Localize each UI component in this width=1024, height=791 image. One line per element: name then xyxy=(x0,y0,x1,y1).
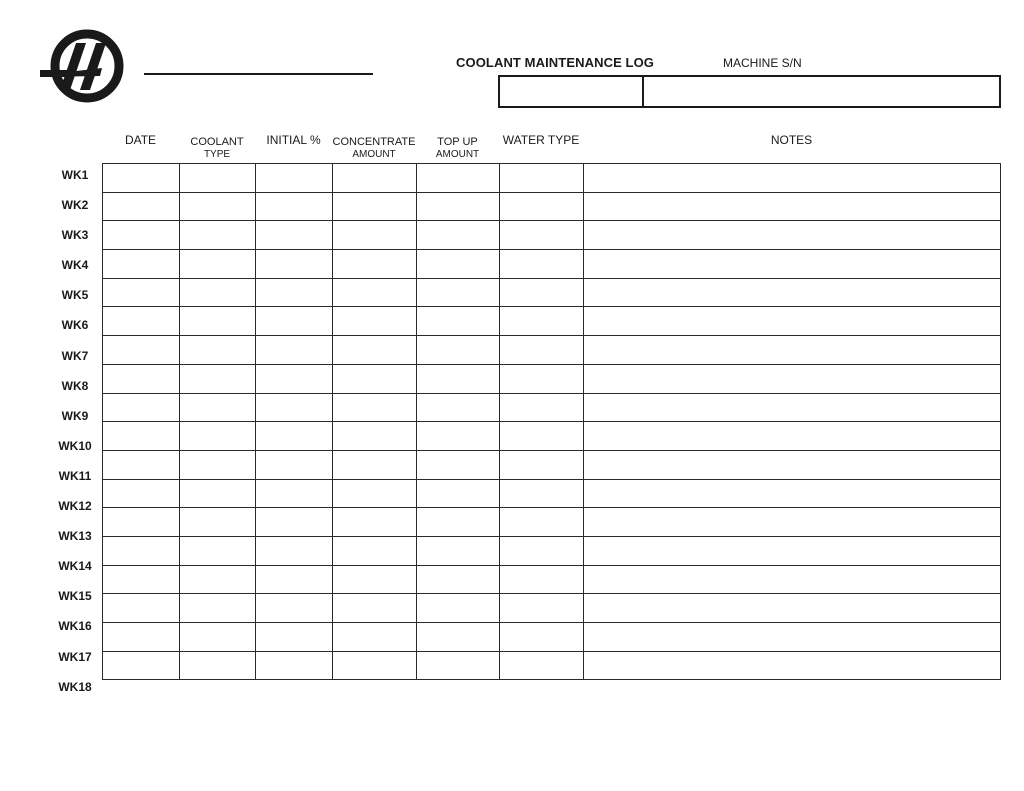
row-label: WK14 xyxy=(58,559,92,574)
cell-water-type[interactable] xyxy=(500,565,584,594)
table-row xyxy=(103,336,1001,365)
row-label: WK8 xyxy=(61,378,89,393)
column-header-initial-percent xyxy=(255,134,332,147)
cell-coolant-type[interactable] xyxy=(180,594,256,623)
cell-initial-percent[interactable] xyxy=(256,307,333,336)
haas-logo-icon xyxy=(40,28,126,106)
maintenance-log-table xyxy=(102,163,1001,680)
column-header-water-type xyxy=(499,134,583,147)
cell-date[interactable] xyxy=(103,594,180,623)
cell-coolant-type[interactable] xyxy=(180,422,256,451)
cell-date[interactable] xyxy=(103,192,180,221)
cell-water-type[interactable] xyxy=(500,164,584,193)
cell-coolant-type[interactable] xyxy=(180,536,256,565)
cell-coolant-type[interactable] xyxy=(180,250,256,279)
cell-water-type[interactable] xyxy=(500,508,584,537)
cell-water-type[interactable] xyxy=(500,307,584,336)
column-header-coolant-type xyxy=(179,136,255,161)
cell-concentrate-amount[interactable] xyxy=(333,479,417,508)
cell-water-type[interactable] xyxy=(500,536,584,565)
cell-concentrate-amount[interactable] xyxy=(333,221,417,250)
cell-notes[interactable] xyxy=(584,393,1001,422)
cell-concentrate-amount[interactable] xyxy=(333,422,417,451)
cell-water-type[interactable] xyxy=(500,422,584,451)
cell-date[interactable] xyxy=(103,479,180,508)
cell-water-type[interactable] xyxy=(500,364,584,393)
cell-initial-percent[interactable] xyxy=(256,250,333,279)
cell-initial-percent[interactable] xyxy=(256,393,333,422)
cell-top-up-amount[interactable] xyxy=(417,479,500,508)
page-title: COOLANT MAINTENANCE LOG xyxy=(456,55,655,70)
cell-initial-percent[interactable] xyxy=(256,364,333,393)
cell-coolant-type[interactable] xyxy=(180,450,256,479)
cell-water-type[interactable] xyxy=(500,651,584,680)
cell-concentrate-amount[interactable] xyxy=(333,307,417,336)
cell-date[interactable] xyxy=(103,565,180,594)
cell-initial-percent[interactable] xyxy=(256,508,333,537)
cell-coolant-type[interactable] xyxy=(180,393,256,422)
name-signature-line[interactable] xyxy=(144,73,373,75)
machine-sn-box xyxy=(498,75,1001,108)
cell-coolant-type[interactable] xyxy=(180,164,256,193)
column-header-notes xyxy=(583,134,1000,147)
cell-initial-percent[interactable] xyxy=(256,221,333,250)
table-row xyxy=(103,221,1001,250)
cell-notes[interactable] xyxy=(584,479,1001,508)
row-label: WK2 xyxy=(61,198,89,213)
cell-top-up-amount[interactable] xyxy=(417,336,500,365)
table-row xyxy=(103,450,1001,479)
column-header-text: CONCENTRATE xyxy=(332,136,416,148)
row-label: WK6 xyxy=(61,318,89,333)
machine-sn-label: MACHINE S/N xyxy=(723,56,802,70)
cell-notes[interactable] xyxy=(584,536,1001,565)
cell-concentrate-amount[interactable] xyxy=(333,192,417,221)
column-header-text: WATER TYPE xyxy=(502,133,580,147)
row-label: WK12 xyxy=(58,499,92,514)
row-label: WK3 xyxy=(61,228,89,243)
table-row xyxy=(103,422,1001,451)
cell-coolant-type[interactable] xyxy=(180,623,256,652)
cell-date[interactable] xyxy=(103,536,180,565)
cell-initial-percent[interactable] xyxy=(256,278,333,307)
cell-coolant-type[interactable] xyxy=(180,307,256,336)
cell-water-type[interactable] xyxy=(500,192,584,221)
cell-notes[interactable] xyxy=(584,278,1001,307)
cell-top-up-amount[interactable] xyxy=(417,422,500,451)
cell-top-up-amount[interactable] xyxy=(417,364,500,393)
cell-water-type[interactable] xyxy=(500,278,584,307)
cell-concentrate-amount[interactable] xyxy=(333,364,417,393)
cell-concentrate-amount[interactable] xyxy=(333,164,417,193)
cell-top-up-amount[interactable] xyxy=(417,450,500,479)
column-header-text: INITIAL % xyxy=(266,133,321,147)
cell-notes[interactable] xyxy=(584,221,1001,250)
cell-notes[interactable] xyxy=(584,594,1001,623)
cell-notes[interactable] xyxy=(584,164,1001,193)
row-label: WK17 xyxy=(58,649,92,664)
cell-water-type[interactable] xyxy=(500,623,584,652)
cell-notes[interactable] xyxy=(584,623,1001,652)
cell-coolant-type[interactable] xyxy=(180,651,256,680)
cell-coolant-type[interactable] xyxy=(180,364,256,393)
column-header-top-up-amount xyxy=(416,136,499,161)
cell-notes[interactable] xyxy=(584,508,1001,537)
cell-concentrate-amount[interactable] xyxy=(333,565,417,594)
machine-sn-field-2[interactable] xyxy=(644,77,999,106)
cell-water-type[interactable] xyxy=(500,594,584,623)
cell-coolant-type[interactable] xyxy=(180,508,256,537)
cell-top-up-amount[interactable] xyxy=(417,651,500,680)
table-row xyxy=(103,623,1001,652)
row-label: WK5 xyxy=(61,288,89,303)
column-header-text: COOLANT xyxy=(190,136,244,148)
row-label: WK4 xyxy=(61,258,89,273)
cell-date[interactable] xyxy=(103,221,180,250)
row-label: WK15 xyxy=(58,589,92,604)
cell-concentrate-amount[interactable] xyxy=(333,594,417,623)
cell-notes[interactable] xyxy=(584,250,1001,279)
cell-coolant-type[interactable] xyxy=(180,479,256,508)
row-label: WK13 xyxy=(58,529,92,544)
cell-water-type[interactable] xyxy=(500,479,584,508)
week-labels xyxy=(50,163,100,705)
cell-date[interactable] xyxy=(103,450,180,479)
cell-top-up-amount[interactable] xyxy=(417,536,500,565)
cell-date[interactable] xyxy=(103,422,180,451)
cell-initial-percent[interactable] xyxy=(256,651,333,680)
column-header-text: DATE xyxy=(124,133,157,147)
row-label: WK16 xyxy=(58,619,92,634)
table-row xyxy=(103,651,1001,680)
cell-notes[interactable] xyxy=(584,422,1001,451)
table-row xyxy=(103,479,1001,508)
cell-initial-percent[interactable] xyxy=(256,164,333,193)
cell-notes[interactable] xyxy=(584,336,1001,365)
cell-top-up-amount[interactable] xyxy=(417,508,500,537)
cell-top-up-amount[interactable] xyxy=(417,623,500,652)
row-label: WK9 xyxy=(61,408,89,423)
cell-date[interactable] xyxy=(103,393,180,422)
column-header-subtext: TYPE xyxy=(203,149,231,160)
cell-date[interactable] xyxy=(103,250,180,279)
table-row xyxy=(103,307,1001,336)
cell-concentrate-amount[interactable] xyxy=(333,250,417,279)
cell-concentrate-amount[interactable] xyxy=(333,278,417,307)
cell-top-up-amount[interactable] xyxy=(417,278,500,307)
cell-notes[interactable] xyxy=(584,651,1001,680)
cell-water-type[interactable] xyxy=(500,450,584,479)
cell-date[interactable] xyxy=(103,364,180,393)
cell-notes[interactable] xyxy=(584,565,1001,594)
cell-top-up-amount[interactable] xyxy=(417,164,500,193)
cell-coolant-type[interactable] xyxy=(180,565,256,594)
cell-concentrate-amount[interactable] xyxy=(333,393,417,422)
table-row xyxy=(103,164,1001,193)
cell-notes[interactable] xyxy=(584,450,1001,479)
cell-concentrate-amount[interactable] xyxy=(333,508,417,537)
cell-date[interactable] xyxy=(103,307,180,336)
table-row xyxy=(103,192,1001,221)
cell-water-type[interactable] xyxy=(500,393,584,422)
row-label: WK1 xyxy=(61,168,89,182)
cell-initial-percent[interactable] xyxy=(256,594,333,623)
cell-initial-percent[interactable] xyxy=(256,336,333,365)
cell-initial-percent[interactable] xyxy=(256,565,333,594)
cell-top-up-amount[interactable] xyxy=(417,307,500,336)
cell-coolant-type[interactable] xyxy=(180,278,256,307)
cell-date[interactable] xyxy=(103,623,180,652)
cell-date[interactable] xyxy=(103,508,180,537)
column-header-text: TOP UP xyxy=(437,136,478,148)
cell-initial-percent[interactable] xyxy=(256,192,333,221)
table-row xyxy=(103,565,1001,594)
cell-initial-percent[interactable] xyxy=(256,479,333,508)
cell-top-up-amount[interactable] xyxy=(417,594,500,623)
table-row xyxy=(103,594,1001,623)
cell-notes[interactable] xyxy=(584,192,1001,221)
table-row xyxy=(103,364,1001,393)
cell-concentrate-amount[interactable] xyxy=(333,651,417,680)
cell-date[interactable] xyxy=(103,278,180,307)
cell-water-type[interactable] xyxy=(500,250,584,279)
cell-water-type[interactable] xyxy=(500,221,584,250)
column-header-subtext: AMOUNT xyxy=(435,149,480,160)
cell-date[interactable] xyxy=(103,164,180,193)
column-header-concentrate-amount xyxy=(332,136,416,161)
cell-concentrate-amount[interactable] xyxy=(333,623,417,652)
cell-water-type[interactable] xyxy=(500,336,584,365)
cell-initial-percent[interactable] xyxy=(256,536,333,565)
cell-coolant-type[interactable] xyxy=(180,192,256,221)
cell-coolant-type[interactable] xyxy=(180,221,256,250)
column-header-subtext: AMOUNT xyxy=(352,149,396,160)
cell-top-up-amount[interactable] xyxy=(417,565,500,594)
column-header-text: NOTES xyxy=(770,133,813,147)
cell-date[interactable] xyxy=(103,336,180,365)
cell-concentrate-amount[interactable] xyxy=(333,536,417,565)
row-label: WK10 xyxy=(58,438,92,453)
cell-top-up-amount[interactable] xyxy=(417,393,500,422)
cell-initial-percent[interactable] xyxy=(256,623,333,652)
cell-top-up-amount[interactable] xyxy=(417,250,500,279)
table-row xyxy=(103,393,1001,422)
cell-concentrate-amount[interactable] xyxy=(333,450,417,479)
cell-concentrate-amount[interactable] xyxy=(333,336,417,365)
table-row xyxy=(103,278,1001,307)
cell-notes[interactable] xyxy=(584,307,1001,336)
cell-coolant-type[interactable] xyxy=(180,336,256,365)
table-row xyxy=(103,250,1001,279)
row-label: WK18 xyxy=(58,679,92,694)
cell-initial-percent[interactable] xyxy=(256,450,333,479)
column-header-date xyxy=(102,134,179,147)
cell-notes[interactable] xyxy=(584,364,1001,393)
cell-top-up-amount[interactable] xyxy=(417,221,500,250)
cell-date[interactable] xyxy=(103,651,180,680)
cell-initial-percent[interactable] xyxy=(256,422,333,451)
table-row xyxy=(103,536,1001,565)
row-label: WK7 xyxy=(61,348,89,363)
row-label: WK11 xyxy=(58,468,92,483)
cell-top-up-amount[interactable] xyxy=(417,192,500,221)
machine-sn-field-1[interactable] xyxy=(500,77,644,106)
table-row xyxy=(103,508,1001,537)
